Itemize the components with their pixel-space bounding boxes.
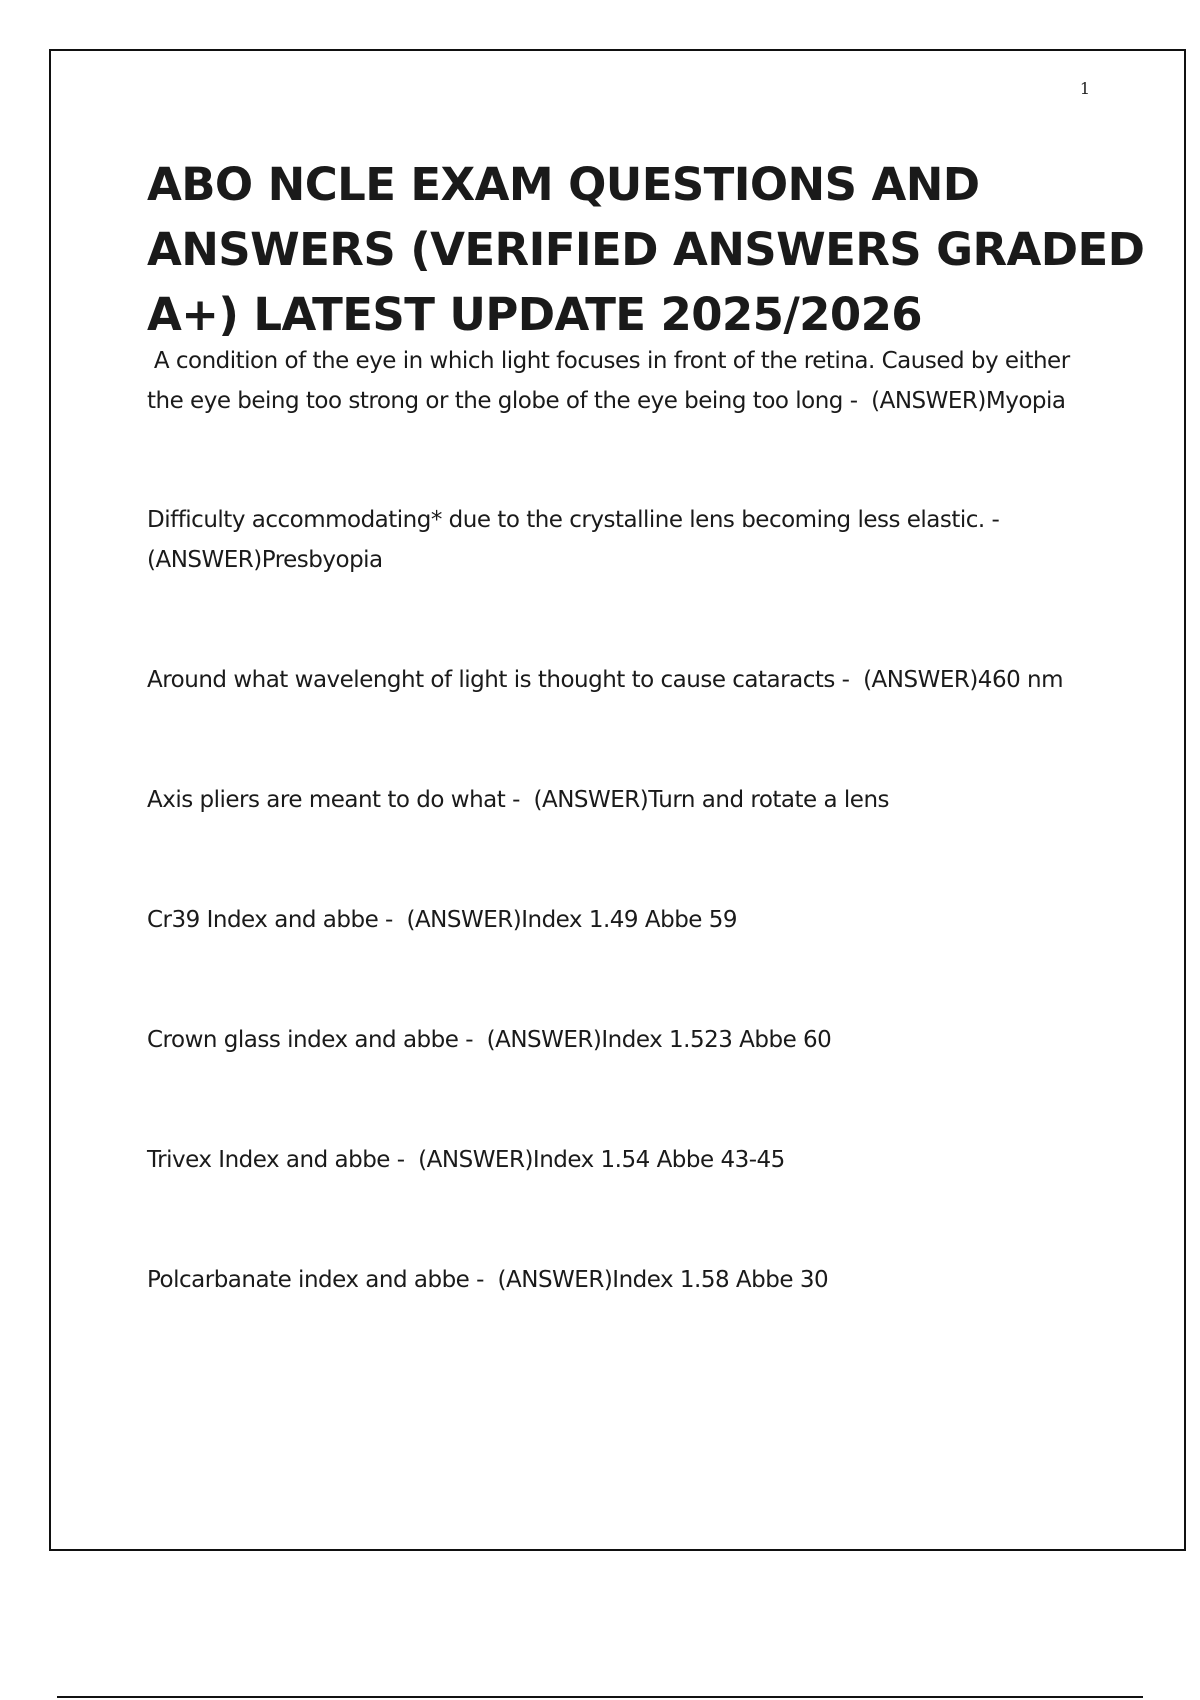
qa-item: Around what wavelenght of light is thought to cause cataracts - (ANSWER)460 nm [147, 667, 1063, 693]
qa-list [147, 341, 1107, 1300]
page-number: 1 [1079, 79, 1090, 98]
qa-item: Crown glass index and abbe - (ANSWER)Index 1.523 Abbe 60 [147, 1027, 832, 1053]
page-frame [49, 49, 1186, 1551]
document-title: ABO NCLE EXAM QUESTIONS AND ANSWERS (VERIFIED ANSWERS GRADED A+) LATEST UPDATE 2025/2026 [147, 158, 1145, 341]
qa-item: Polcarbanate index and abbe - (ANSWER)Index 1.58 Abbe 30 [147, 1267, 829, 1293]
qa-item: Cr39 Index and abbe - (ANSWER)Index 1.49 Abbe 59 [147, 907, 738, 933]
qa-item: Axis pliers are meant to do what - (ANSWER)Turn and rotate a lens [147, 787, 890, 813]
bottom-rule [57, 1696, 1143, 1698]
qa-item: A condition of the eye in which light focuses in front of the retina. Caused by either the eye being too strong or the globe of the eye being too long - (ANSWER)Myopia [147, 348, 1077, 414]
qa-item: Difficulty accommodating* due to the crystalline lens becoming less elastic. - (ANSWER)Presbyopia [147, 507, 1013, 573]
qa-item: Trivex Index and abbe - (ANSWER)Index 1.54 Abbe 43-45 [147, 1147, 785, 1173]
